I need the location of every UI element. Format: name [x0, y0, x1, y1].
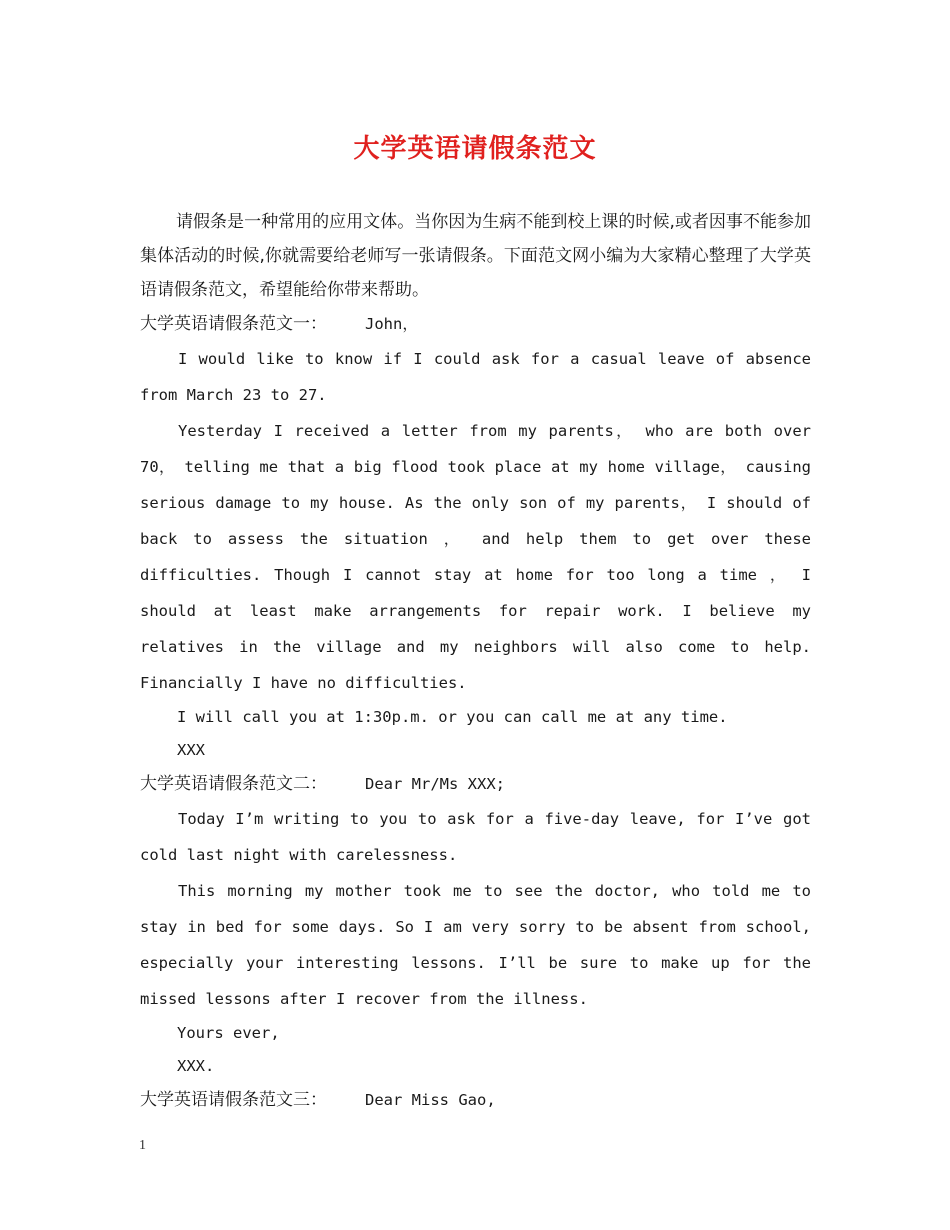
- sample-1-paragraph-1: I would like to know if I could ask for a casual leave of absence from March 23 to 27.: [140, 350, 811, 404]
- sample-3-label: 大学英语请假条范文三：: [140, 1090, 327, 1110]
- page-title: 大学英语请假条范文: [353, 134, 597, 164]
- sample-2-salutation: Dear Mr/Ms XXX;: [365, 775, 505, 793]
- sample-1-salutation: John，: [365, 315, 418, 333]
- sample-2-paragraph-1: Today I’m writing to you to ask for a five-day leave, for I’ve got cold last night with carelessness.: [140, 810, 811, 864]
- sample-1-label: 大学英语请假条范文一：: [140, 314, 327, 334]
- document-body: [140, 205, 811, 1117]
- sample-2-label: 大学英语请假条范文二：: [140, 774, 327, 794]
- sample-1-signature: XXX: [177, 741, 205, 759]
- sample-3-salutation: Dear Miss Gao,: [365, 1091, 496, 1109]
- sample-3-heading: [140, 1083, 811, 1117]
- sample-1-paragraph-3: I will call you at 1:30p.m. or you can call me at any time.: [177, 708, 728, 726]
- sample-1-paragraph-2: Yesterday I received a letter from my parents， who are both over 70， telling me that a big flood took place at my home village， causing serious damage to my house. As the only son of my parents， I should of back to assess the situation ， and help them to get over these difficulties. Though I cannot stay at home for too long a time ， I should at least make arrangements for repair work. I believe my relatives in the village and my neighbors will also come to help. Financially I have no difficulties.: [140, 422, 811, 692]
- intro-paragraph: 请假条是一种常用的应用文体。当你因为生病不能到校上课的时候,或者因事不能参加集体活动的时候,你就需要给老师写一张请假条。下面范文网小编为大家精心整理了大学英语请假条范文，希望能给你带来帮助。: [140, 212, 811, 300]
- sample-2-signature: XXX.: [177, 1057, 215, 1075]
- page-number: 1: [139, 1138, 146, 1153]
- sample-2-heading: [140, 767, 811, 801]
- sample-2-paragraph-2: This morning my mother took me to see the doctor, who told me to stay in bed for some days. So I am very sorry to be absent from school, especially your interesting lessons. I’ll be sure to make up for the missed lessons after I recover from the illness.: [140, 882, 811, 1008]
- sample-1-heading: [140, 307, 811, 341]
- sample-2-closing: Yours ever,: [177, 1024, 280, 1042]
